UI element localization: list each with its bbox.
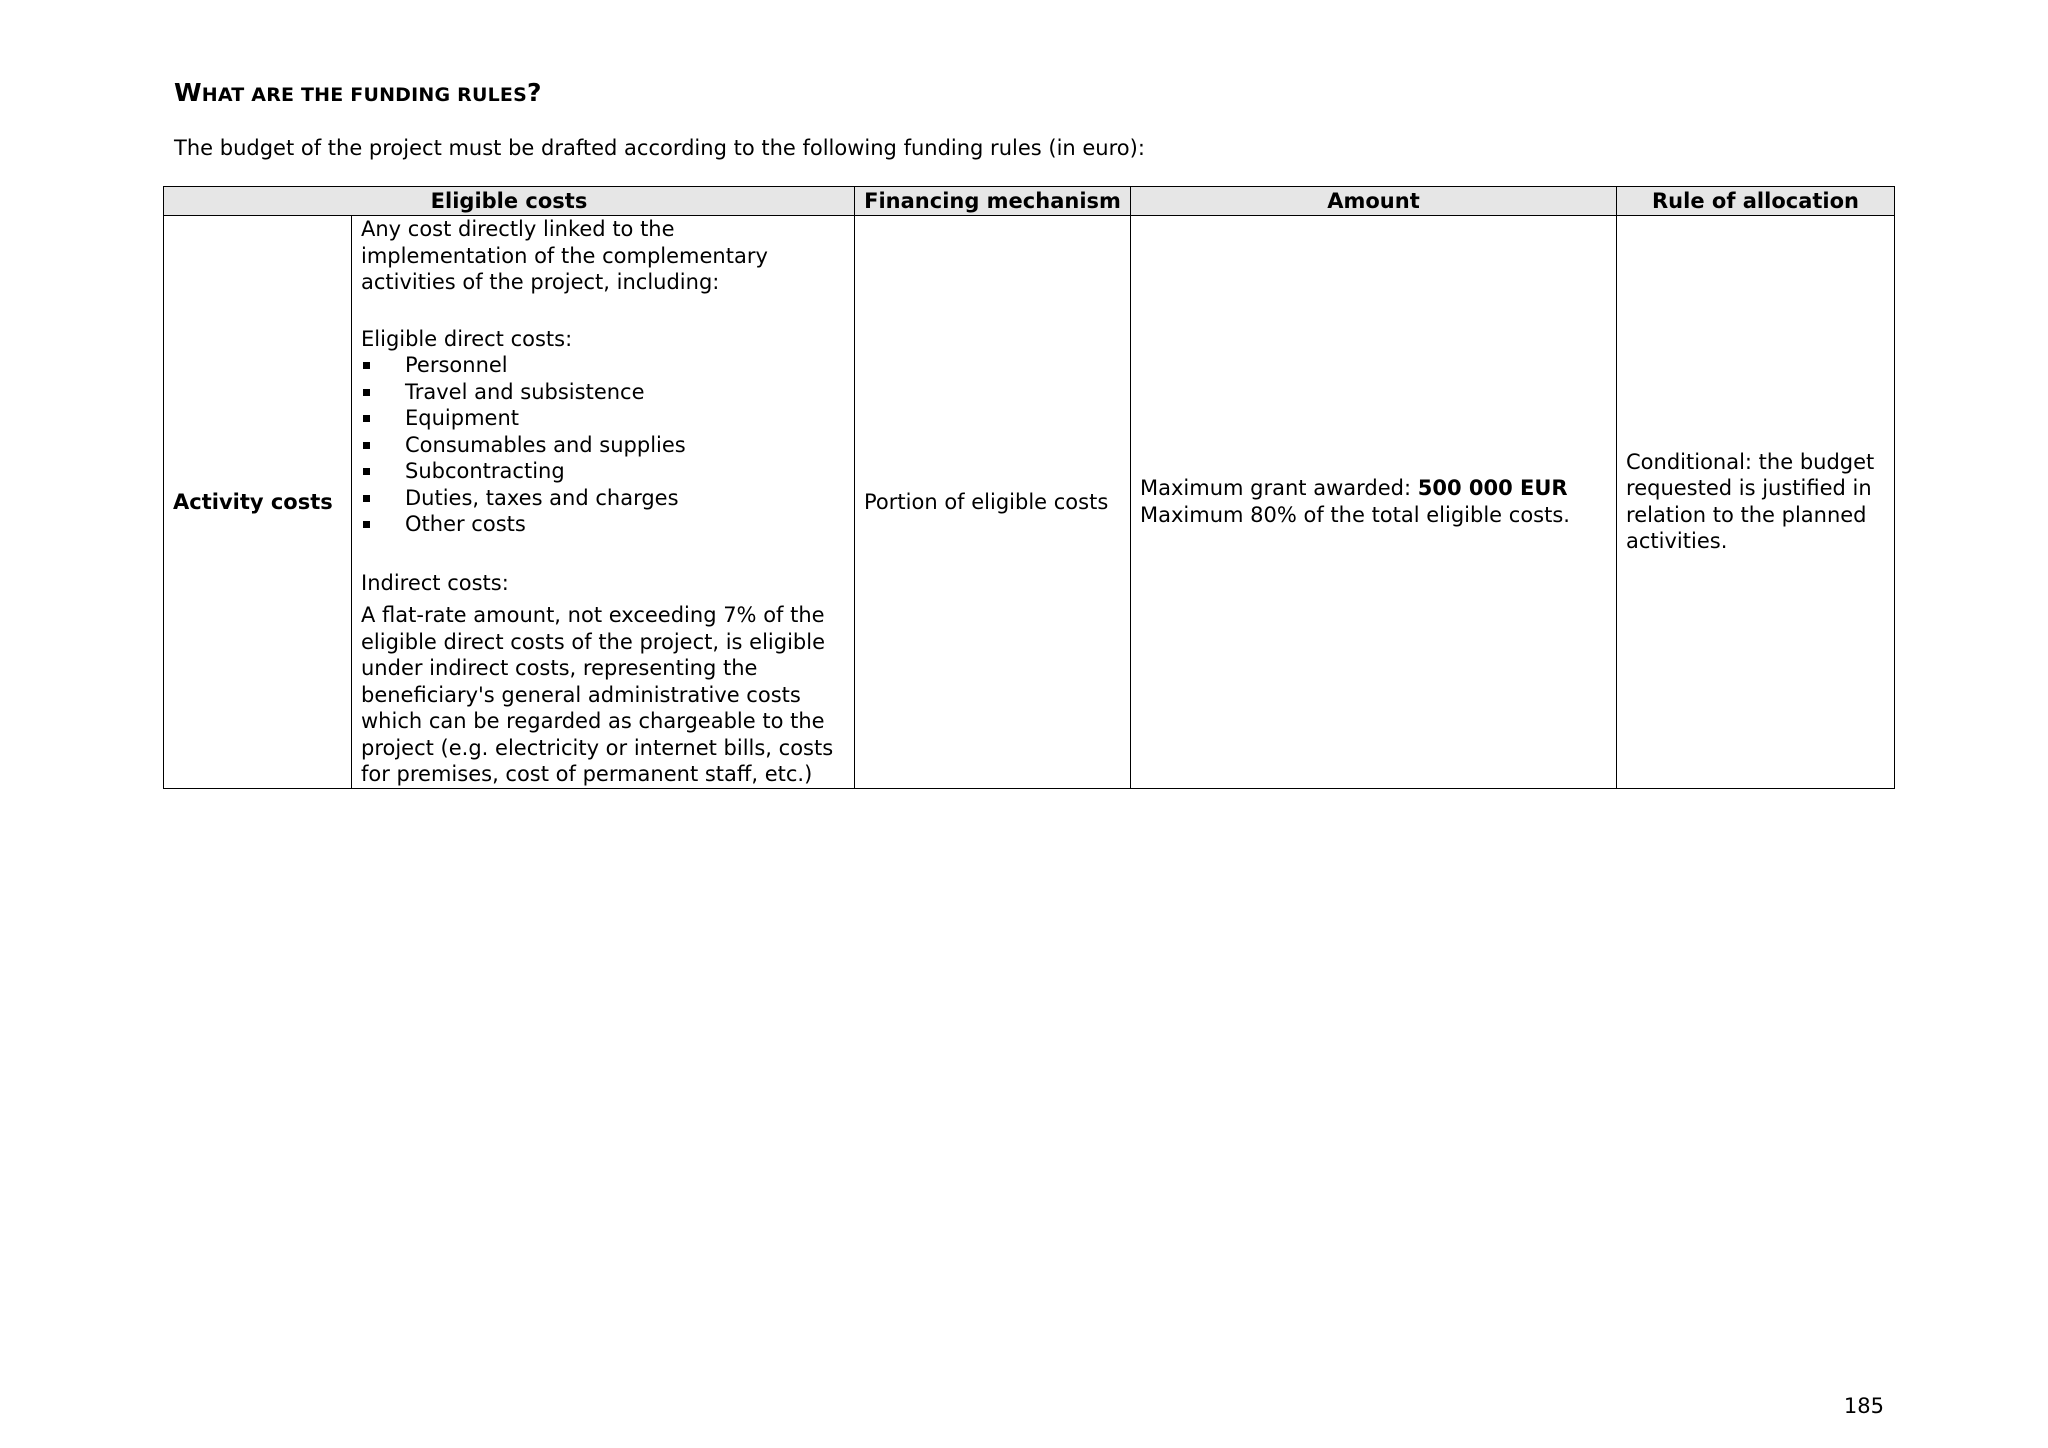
page-number: 185 <box>1843 1394 1884 1418</box>
max-grant-value: 500 000 EUR <box>1417 476 1568 501</box>
header-amount: Amount <box>1131 187 1617 216</box>
eligible-costs-description <box>352 216 855 789</box>
header-rule-of-allocation: Rule of allocation <box>1617 187 1895 216</box>
list-item: Other costs <box>361 511 845 538</box>
table-header-row <box>164 187 1895 216</box>
square-bullet-icon <box>363 389 370 396</box>
list-item: Personnel <box>361 352 845 379</box>
section-heading: WHAT ARE THE FUNDING RULES? <box>174 78 542 107</box>
square-bullet-icon <box>363 495 370 502</box>
intro-paragraph: The budget of the project must be drafted according to the following funding rules (in euro): <box>174 136 1145 160</box>
table-row <box>164 216 1895 789</box>
direct-costs-title: Eligible direct costs: <box>361 326 573 351</box>
header-eligible-costs: Eligible costs <box>164 187 855 216</box>
indirect-costs-text: A flat-rate amount, not exceeding 7% of the eligible direct costs of the project, is eligible under indirect costs, representing the beneficiary's general administrative costs which can be regarded as chargeable to the project (e.g. electricity or internet bills, costs for premises, cost of permanent staff, etc.) <box>361 603 834 786</box>
indirect-costs-title: Indirect costs: <box>361 570 509 595</box>
row-label: Activity costs <box>164 216 352 789</box>
list-item: Equipment <box>361 405 845 432</box>
financing-mechanism-cell: Portion of eligible costs <box>855 216 1131 789</box>
direct-costs-list <box>361 352 845 538</box>
square-bullet-icon <box>363 362 370 369</box>
list-item: Duties, taxes and charges <box>361 485 845 512</box>
max-grant-line: Maximum grant awarded: 500 000 EUR <box>1140 476 1568 501</box>
funding-rules-table <box>163 186 1895 789</box>
square-bullet-icon <box>363 468 370 475</box>
square-bullet-icon <box>363 521 370 528</box>
rule-of-allocation-cell: Conditional: the budget requested is justified in relation to the planned activities. <box>1617 216 1895 789</box>
amount-cell <box>1131 216 1617 789</box>
header-financing-mechanism: Financing mechanism <box>855 187 1131 216</box>
list-item: Subcontracting <box>361 458 845 485</box>
square-bullet-icon <box>363 442 370 449</box>
max-percentage-line: Maximum 80% of the total eligible costs. <box>1140 502 1570 527</box>
description-intro: Any cost directly linked to the implementation of the complementary activities of the project, including: <box>361 217 768 294</box>
square-bullet-icon <box>363 415 370 422</box>
list-item: Travel and subsistence <box>361 379 845 406</box>
list-item: Consumables and supplies <box>361 432 845 459</box>
